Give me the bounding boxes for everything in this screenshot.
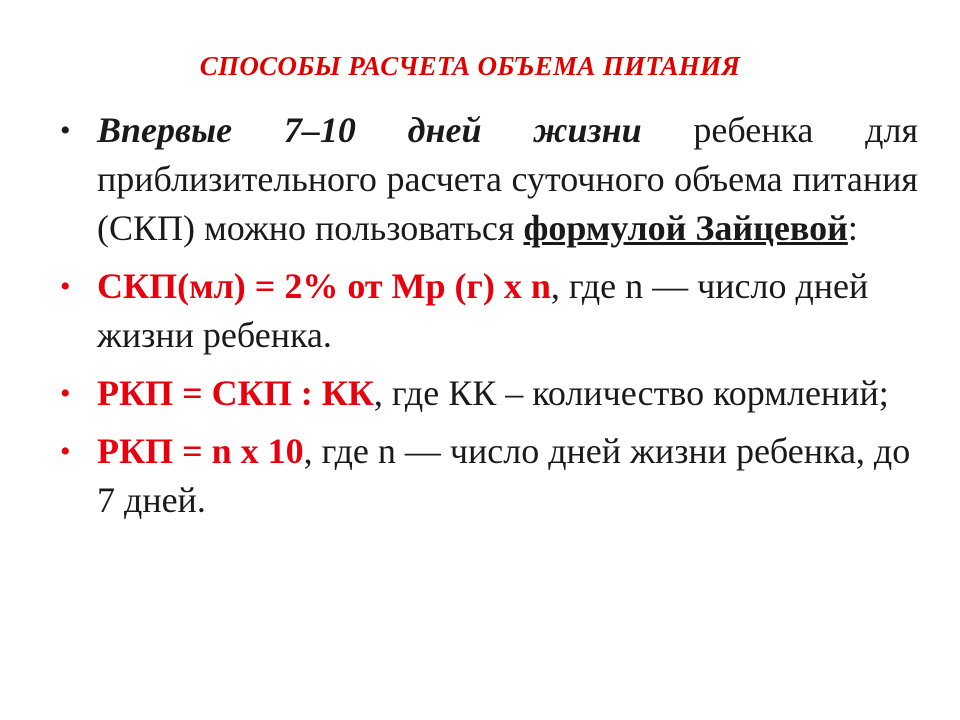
formula-rkp-n: РКП = n х 10	[97, 431, 304, 471]
formula-skp-explanation: , где n — число дней жизни ребенка.	[97, 266, 869, 355]
bullet-icon: •	[60, 377, 71, 410]
formula-rkp-kk-explanation: , где КК – количество кормлений;	[373, 373, 889, 413]
bullet-list	[60, 106, 918, 534]
bullet-icon: •	[60, 270, 71, 303]
intro-colon: :	[847, 208, 858, 248]
formula-rkp-kk: РКП = СКП : КК	[97, 373, 374, 413]
intro-text: ребенка для приблизительного расчета суточного объема питания (СКП) можно пользоваться	[97, 110, 919, 248]
slide-title: СПОСОБЫ РАСЧЕТА ОБЪЕМА ПИТАНИЯ	[199, 51, 741, 81]
intro-lead: Впервые 7–10 дней жизни	[97, 110, 642, 150]
bullet-item-intro	[60, 106, 918, 253]
bullet-item-formula-rkp-kk	[60, 369, 918, 418]
formula-skp: СКП(мл) = 2% от Мр (г) х n	[97, 266, 551, 306]
bullet-icon: •	[60, 114, 71, 147]
bullet-icon: •	[60, 435, 71, 468]
intro-underlined-term: формулой Зайцевой	[523, 208, 848, 248]
formula-rkp-n-explanation: , где n — число дней жизни ребенка, до 7 дней.	[97, 431, 911, 520]
bullet-item-formula-skp	[60, 262, 918, 360]
bullet-item-formula-rkp-n	[60, 427, 918, 525]
